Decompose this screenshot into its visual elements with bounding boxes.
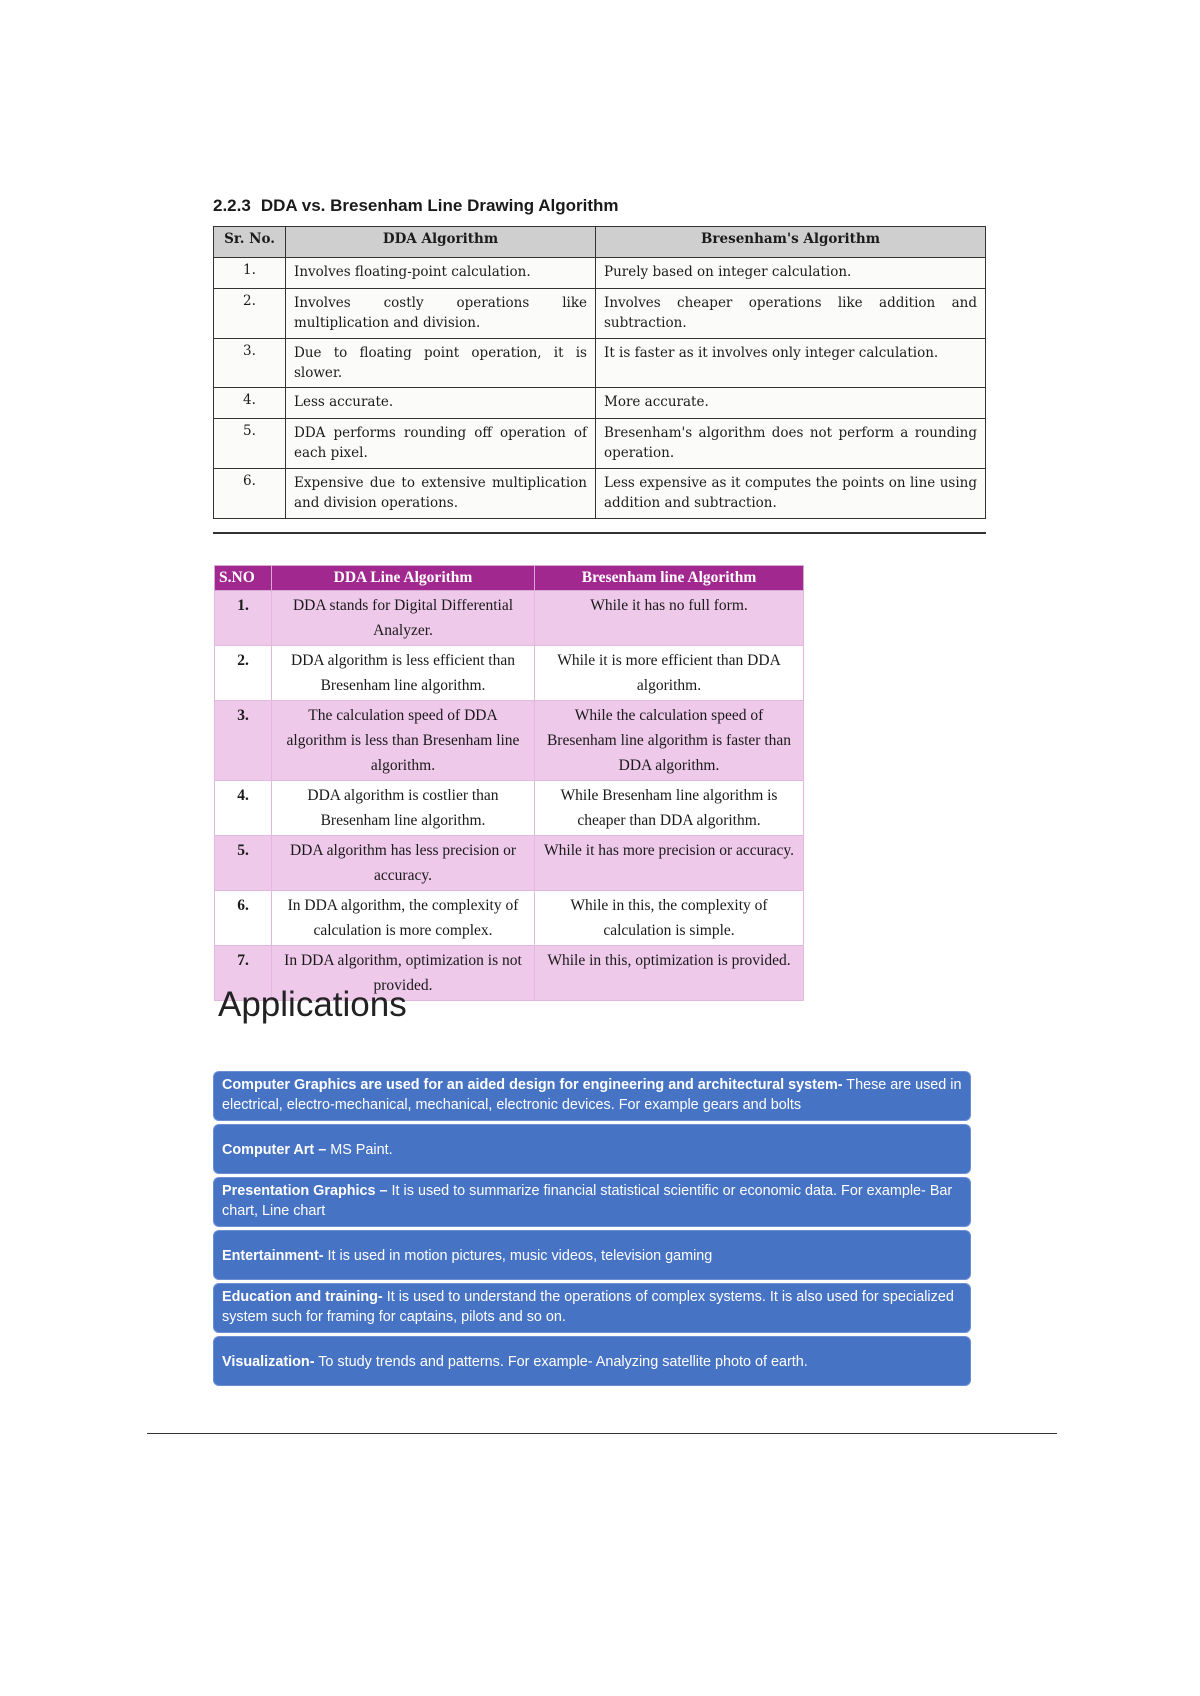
dda-cell: DDA performs rounding off operation of each pixel. — [286, 419, 596, 469]
header-sno: S.NO — [215, 566, 272, 591]
bresenham-cell: More accurate. — [596, 388, 986, 419]
table-row — [215, 781, 804, 836]
dda-cell: Due to floating point operation, it is slower. — [286, 339, 596, 388]
scan-bottom-rule — [213, 532, 986, 534]
table-row — [214, 419, 986, 469]
table-header-row — [215, 566, 804, 591]
application-name: Presentation Graphics – — [222, 1183, 388, 1199]
bresenham-cell: While it has more precision or accuracy. — [535, 836, 804, 891]
row-number: 2. — [214, 289, 286, 339]
table-row — [215, 701, 804, 781]
dda-cell: In DDA algorithm, optimization is not provided. — [272, 946, 535, 1001]
dda-cell: DDA stands for Digital Differential Analyzer. — [272, 591, 535, 646]
application-item — [213, 1071, 971, 1121]
bresenham-cell: While it is more efficient than DDA algorithm. — [535, 646, 804, 701]
pink-comparison-table — [214, 565, 804, 1001]
footer-rule — [147, 1433, 1057, 1434]
bresenham-cell: Involves cheaper operations like addition and subtraction. — [596, 289, 986, 339]
row-number: 7. — [215, 946, 272, 1001]
row-number: 1. — [214, 258, 286, 289]
header-sr-no: Sr. No. — [214, 227, 286, 258]
application-item — [213, 1230, 971, 1280]
application-name: Entertainment- — [222, 1248, 324, 1264]
table-row — [214, 339, 986, 388]
dda-cell: Less accurate. — [286, 388, 596, 419]
dda-cell: DDA algorithm is less efficient than Bresenham line algorithm. — [272, 646, 535, 701]
table-row — [214, 388, 986, 419]
table-row — [214, 258, 986, 289]
table-header-row — [214, 227, 986, 258]
table-row — [215, 591, 804, 646]
row-number: 4. — [214, 388, 286, 419]
row-number: 3. — [215, 701, 272, 781]
section-number: 2.2.3 — [213, 196, 251, 215]
bresenham-cell: Bresenham's algorithm does not perform a rounding operation. — [596, 419, 986, 469]
dda-cell: DDA algorithm has less precision or accuracy. — [272, 836, 535, 891]
application-description: To study trends and patterns. For example- Analyzing satellite photo of earth. — [314, 1354, 808, 1370]
application-item — [213, 1124, 971, 1174]
table-row — [215, 891, 804, 946]
dda-cell: Involves costly operations like multiplication and division. — [286, 289, 596, 339]
header-bresenham-line: Bresenham line Algorithm — [535, 566, 804, 591]
dda-cell: In DDA algorithm, the complexity of calculation is more complex. — [272, 891, 535, 946]
section-heading — [213, 196, 619, 216]
bresenham-cell: While in this, the complexity of calculation is simple. — [535, 891, 804, 946]
row-number: 5. — [215, 836, 272, 891]
application-item — [213, 1336, 971, 1386]
bresenham-cell: While the calculation speed of Bresenham line algorithm is faster than DDA algorithm. — [535, 701, 804, 781]
row-number: 4. — [215, 781, 272, 836]
scanned-comparison-table — [213, 226, 986, 519]
applications-list — [213, 1071, 971, 1389]
dda-cell: DDA algorithm is costlier than Bresenham line algorithm. — [272, 781, 535, 836]
bresenham-cell: While Bresenham line algorithm is cheaper than DDA algorithm. — [535, 781, 804, 836]
application-description: MS Paint. — [326, 1142, 393, 1158]
application-description: It is used in motion pictures, music videos, television gaming — [323, 1248, 713, 1264]
application-name: Computer Graphics are used for an aided design for engineering and architectural system- — [222, 1077, 843, 1093]
application-name: Computer Art – — [222, 1142, 327, 1158]
header-dda-line: DDA Line Algorithm — [272, 566, 535, 591]
application-item — [213, 1177, 971, 1227]
dda-cell: Expensive due to extensive multiplication and division operations. — [286, 469, 596, 519]
header-bresenham: Bresenham's Algorithm — [596, 227, 986, 258]
application-name: Education and training- — [222, 1289, 383, 1305]
application-name: Visualization- — [222, 1354, 315, 1370]
table-row — [215, 836, 804, 891]
dda-cell: The calculation speed of DDA algorithm is less than Bresenham line algorithm. — [272, 701, 535, 781]
application-description: It is used to summarize financial statistical scientific or economic data. For example- Bar chart, Line chart — [222, 1183, 953, 1219]
application-description: It is used to understand the operations of complex systems. It is also used for specialized system such for framing for captains, pilots and so on. — [222, 1289, 954, 1325]
bresenham-cell: It is faster as it involves only integer calculation. — [596, 339, 986, 388]
header-dda: DDA Algorithm — [286, 227, 596, 258]
bresenham-cell: While it has no full form. — [535, 591, 804, 646]
bresenham-cell: Purely based on integer calculation. — [596, 258, 986, 289]
table-row — [214, 469, 986, 519]
bresenham-cell: Less expensive as it computes the points on line using addition and subtraction. — [596, 469, 986, 519]
bresenham-cell: While in this, optimization is provided. — [535, 946, 804, 1001]
application-item — [213, 1283, 971, 1333]
row-number: 5. — [214, 419, 286, 469]
section-title: DDA vs. Bresenham Line Drawing Algorithm — [260, 196, 619, 215]
applications-title: Applications — [218, 985, 407, 1024]
application-description: These are used in electrical, electro-mechanical, mechanical, electronic devices. For example gears and bolts — [222, 1077, 962, 1113]
table-row — [215, 646, 804, 701]
table-row — [214, 289, 986, 339]
row-number: 1. — [215, 591, 272, 646]
row-number: 2. — [215, 646, 272, 701]
row-number: 6. — [215, 891, 272, 946]
row-number: 6. — [214, 469, 286, 519]
row-number: 3. — [214, 339, 286, 388]
dda-cell: Involves floating-point calculation. — [286, 258, 596, 289]
